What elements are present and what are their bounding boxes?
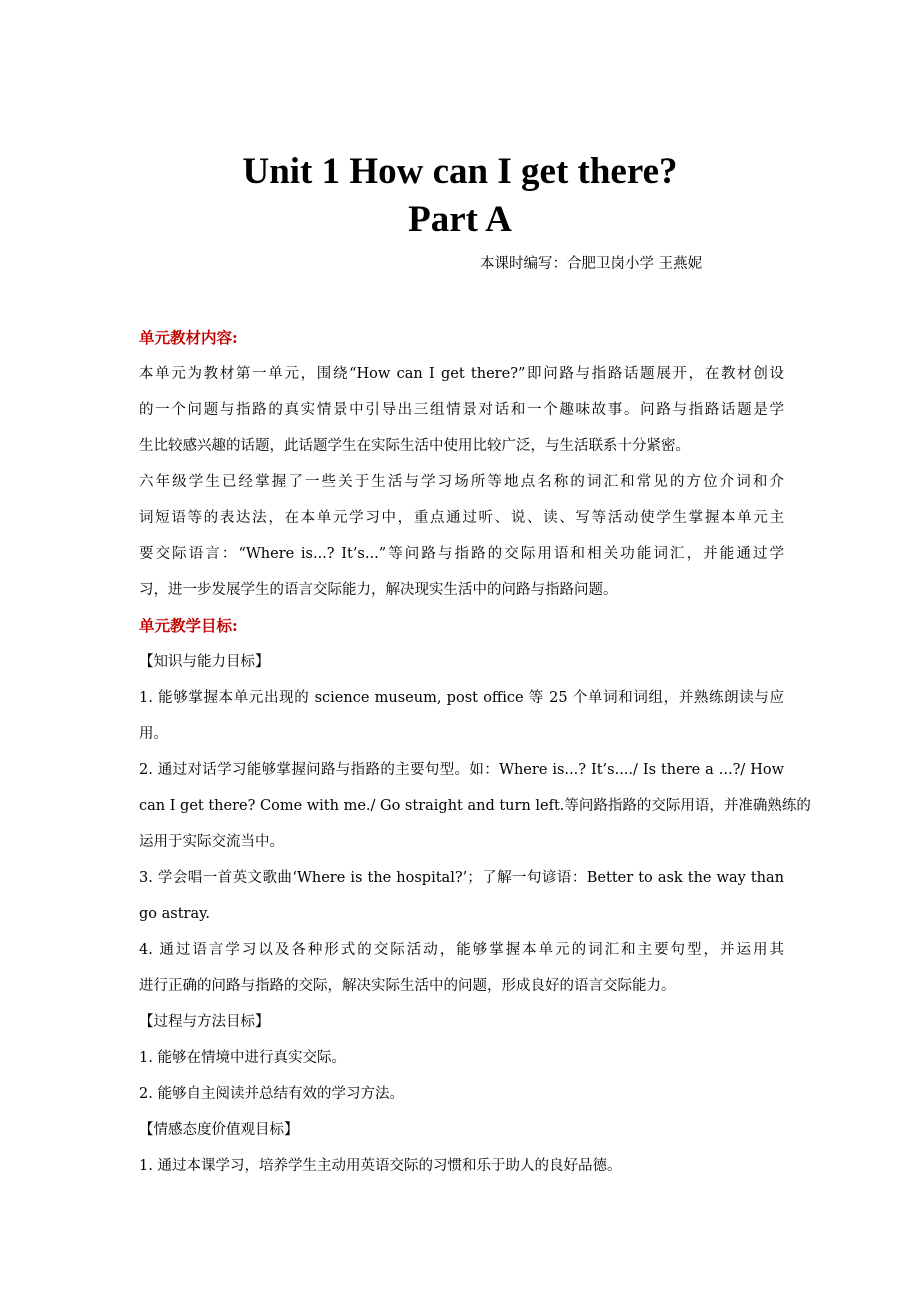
objective-item-line: 运用于实际交流当中。 <box>139 834 284 850</box>
objective-item-line: 1. 通过本课学习，培养学生主动用英语交际的习惯和乐于助人的良好品德。 <box>139 1158 622 1174</box>
paragraph-line: 词短语等的表达法，在本单元学习中，重点通过听、说、读、写等活动使学生掌握本单元主 <box>139 510 784 526</box>
paragraph-line: 习，进一步发展学生的语言交际能力，解决现实生活中的问路与指路问题。 <box>139 582 618 598</box>
subsection-label-emotion: 【情感态度价值观目标】 <box>139 1122 299 1138</box>
page-subtitle: Part A <box>408 199 512 240</box>
section-heading-objectives: 单元教学目标: <box>139 616 238 635</box>
objective-item-line: 进行正确的问路与指路的交际，解决实际生活中的问题，形成良好的语言交际能力。 <box>139 978 676 994</box>
objective-item-line: can I get there? Come with me./ Go straight and turn left.等问路指路的交际用语，并准确熟练的 <box>139 798 811 814</box>
paragraph-line: 本单元为教材第一单元，围绕“How can I get there?”即问路与指路话题展开，在教材创设 <box>139 366 784 382</box>
paragraph-line: 生比较感兴趣的话题，此话题学生在实际生活中使用比较广泛，与生活联系十分紧密。 <box>139 438 690 454</box>
author-line: 本课时编写：合肥卫岗小学 王燕妮 <box>480 256 703 272</box>
objective-item-line: 2. 能够自主阅读并总结有效的学习方法。 <box>139 1086 404 1102</box>
objective-item-line: 4. 通过语言学习以及各种形式的交际活动，能够掌握本单元的词汇和主要句型，并运用其 <box>139 942 784 958</box>
subsection-label-process: 【过程与方法目标】 <box>139 1014 270 1030</box>
objective-item-line: 1. 能够在情境中进行真实交际。 <box>139 1050 346 1066</box>
paragraph-line: 要交际语言：“Where is...? It’s...”等问路与指路的交际用语和相关功能词汇，并能通过学 <box>139 546 784 562</box>
subsection-label-knowledge: 【知识与能力目标】 <box>139 654 270 670</box>
document-body <box>139 320 811 1184</box>
section-heading-materials: 单元教材内容: <box>139 328 238 347</box>
paragraph-line: 的一个问题与指路的真实情景中引导出三组情景对话和一个趣味故事。问路与指路话题是学 <box>139 402 784 418</box>
objective-item-line: 1. 能够掌握本单元出现的 science museum, post office 等 25 个单词和词组，并熟练朗读与应 <box>139 690 784 706</box>
objective-item-line: go astray. <box>139 906 210 922</box>
objective-item-line: 用。 <box>139 726 168 742</box>
page-title: Unit 1 How can I get there? <box>242 151 678 192</box>
paragraph-line: 六年级学生已经掌握了一些关于生活与学习场所等地点名称的词汇和常见的方位介词和介 <box>139 474 784 490</box>
objective-item-line: 2. 通过对话学习能够掌握问路与指路的主要句型。如：Where is...? It’s..../ Is there a ...?/ How <box>139 762 784 778</box>
objective-item-line: 3. 学会唱一首英文歌曲‘Where is the hospital?’；了解一句谚语：Better to ask the way than <box>139 870 784 886</box>
